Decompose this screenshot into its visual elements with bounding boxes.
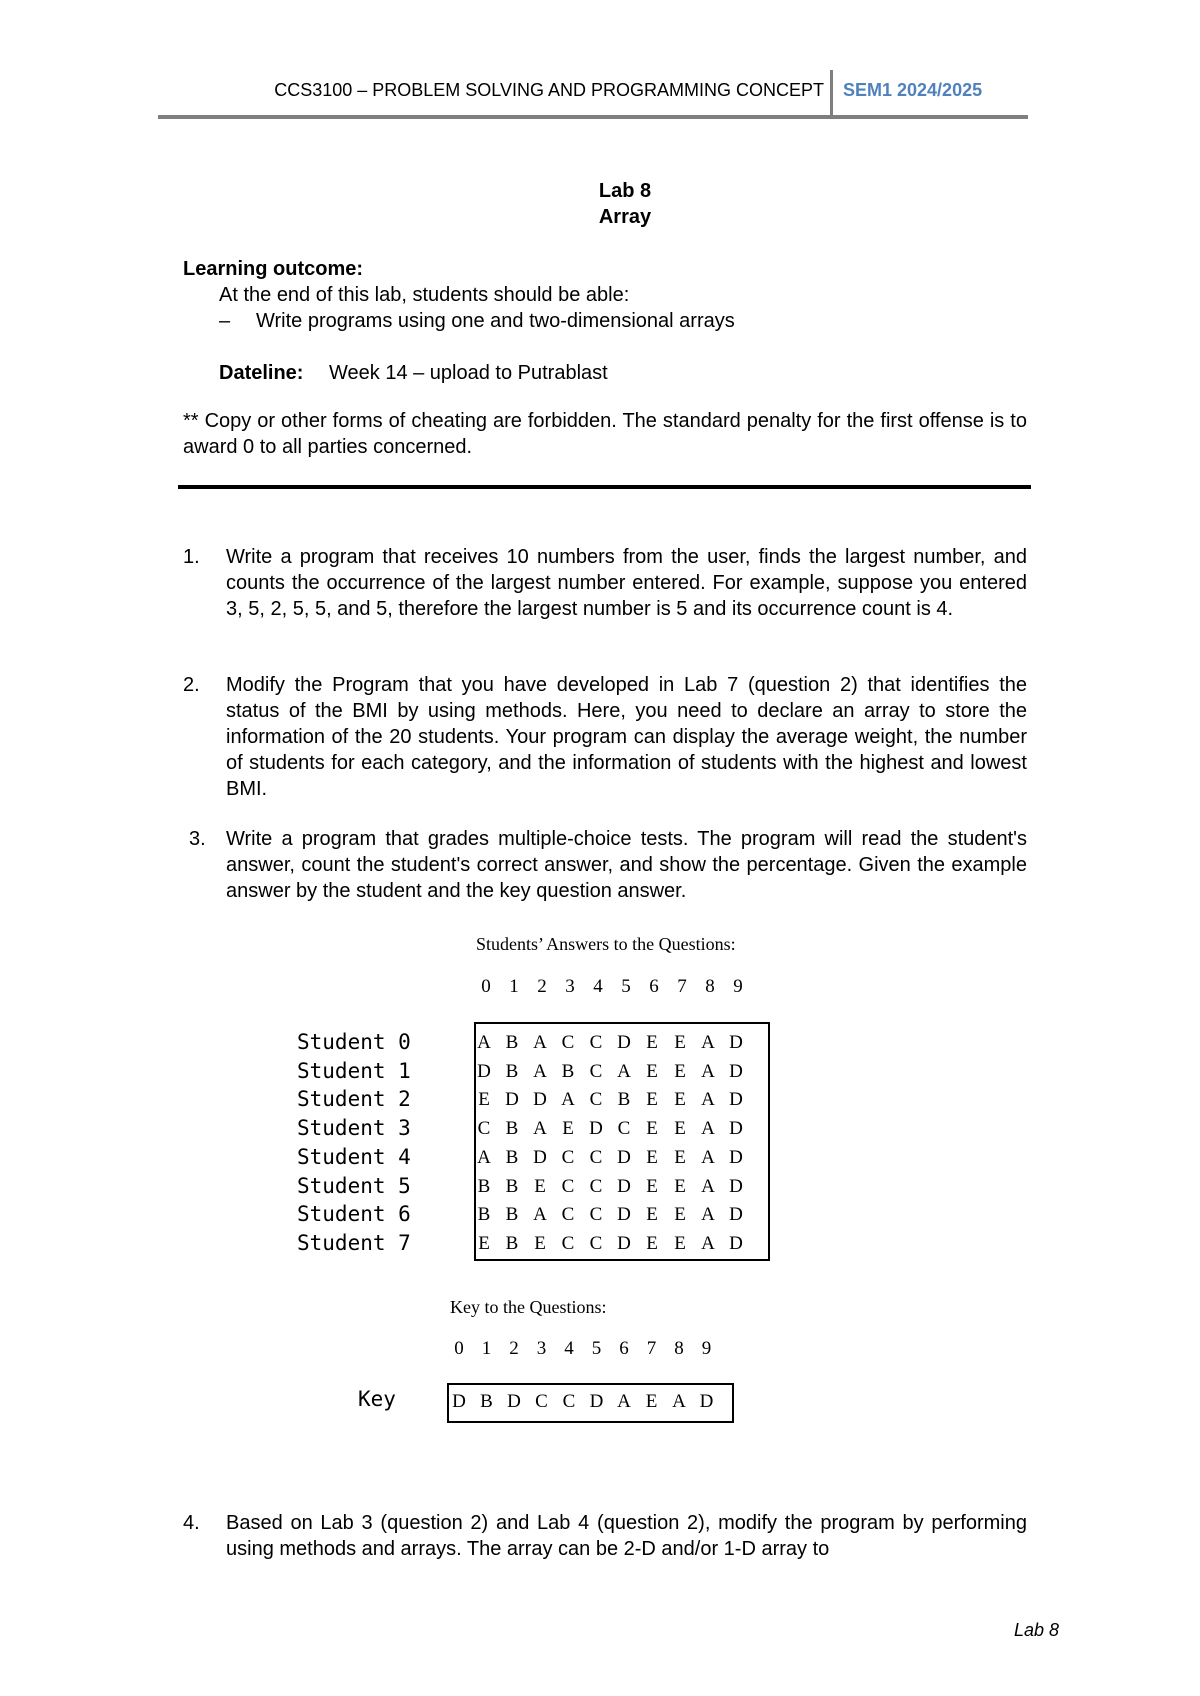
question-number: 3. [189, 828, 206, 850]
student-row-label: Student 6 [297, 1202, 411, 1227]
question-text: Write a program that receives 10 numbers from the user, finds the largest number, and counts the occurrence of the largest number entered. For example, suppose you entered 3, 5, 2, 5, 5, and 5, therefore the largest number is 5 and its occurrence count is 4. [226, 546, 1027, 620]
answer-cell: D [505, 1089, 519, 1111]
answer-cell: D [729, 1232, 743, 1254]
answer-cell: E [674, 1204, 686, 1226]
answer-cell: A [701, 1118, 715, 1140]
answer-cell: A [701, 1089, 715, 1111]
key-index-label: 4 [564, 1338, 574, 1359]
answers-index-label: 9 [733, 976, 743, 997]
answer-cell: B [505, 1060, 519, 1082]
answer-cell: A [561, 1089, 575, 1111]
answer-cell: B [561, 1060, 575, 1082]
answer-cell: C [589, 1204, 603, 1226]
answers-index-label: 5 [621, 976, 631, 997]
answer-cell: A [701, 1060, 715, 1082]
answer-cell: A [701, 1204, 715, 1226]
learning-outcome-label: Learning outcome: [183, 258, 364, 280]
key-index-label: 1 [481, 1338, 492, 1359]
question-number: 2. [183, 674, 200, 696]
answer-cell: C [561, 1232, 575, 1254]
question-text: Based on Lab 3 (question 2) and Lab 4 (question 2), modify the program by performing using methods and arrays. The array can be 2-D and/or 1-D array to [226, 1512, 1027, 1560]
answer-cell: D [617, 1204, 631, 1226]
key-index-label: 2 [509, 1338, 519, 1359]
answer-cell: A [701, 1175, 715, 1197]
answers-index-label: 6 [649, 976, 659, 997]
answer-cell: C [589, 1089, 603, 1111]
answers-index-label: 4 [593, 976, 603, 997]
answer-cell: A [701, 1232, 715, 1254]
answers-index-label: 0 [481, 976, 491, 997]
answer-cell: A [617, 1060, 631, 1082]
header-semester: SEM1 2024/2025 [843, 80, 983, 100]
answer-cell: D [729, 1175, 743, 1197]
answer-cell: B [505, 1146, 519, 1168]
answer-cell: C [561, 1204, 575, 1226]
answer-cell: B [477, 1175, 491, 1197]
answer-cell: D [729, 1089, 743, 1111]
key-index-label: 7 [646, 1338, 657, 1359]
student-row-label: Student 3 [297, 1116, 411, 1141]
dateline-value: Week 14 – upload to Putrablast [329, 362, 608, 384]
key-answer-cell: A [617, 1391, 631, 1412]
answer-cell: B [505, 1175, 519, 1197]
answer-cell: D [533, 1146, 547, 1168]
answer-cell: E [478, 1232, 490, 1254]
key-answer-cell: D [507, 1391, 521, 1412]
answer-cell: C [617, 1118, 631, 1140]
answer-cell: E [674, 1032, 686, 1053]
key-index-label: 9 [701, 1338, 712, 1359]
answer-cell: E [674, 1089, 686, 1111]
answer-cell: A [533, 1060, 547, 1082]
answer-cell: E [646, 1089, 658, 1111]
answer-cell: E [674, 1146, 686, 1168]
answer-cell: B [505, 1232, 519, 1254]
key-answer-cell: D [452, 1391, 466, 1412]
key-index-label: 6 [619, 1338, 629, 1359]
answer-cell: C [589, 1032, 603, 1053]
answer-cell: A [533, 1032, 547, 1053]
answer-cell: E [674, 1232, 686, 1254]
answer-cell: C [589, 1146, 603, 1168]
answer-cell: D [729, 1118, 743, 1140]
answers-caption: Students’ Answers to the Questions: [476, 934, 736, 954]
question-number: 1. [183, 546, 200, 568]
key-answer-cell: C [535, 1391, 548, 1412]
key-index-label: 5 [591, 1338, 602, 1359]
header-rule [158, 115, 1028, 119]
cheating-warning: ** Copy or other forms of cheating are forbidden. The standard penalty for the first offense is to award 0 to all parties concerned. [183, 410, 1027, 458]
student-row-label: Student 7 [297, 1230, 411, 1255]
answer-cell: C [561, 1032, 575, 1053]
answer-cell: A [477, 1146, 491, 1168]
answer-cell: D [617, 1146, 631, 1168]
answer-cell: A [701, 1032, 715, 1053]
answers-index-label: 8 [705, 976, 715, 997]
answer-cell: E [646, 1232, 658, 1254]
answer-cell: E [674, 1118, 686, 1140]
key-answer-cell: E [645, 1391, 658, 1412]
answer-cell: D [617, 1175, 631, 1197]
student-row-label: Student 4 [297, 1144, 411, 1169]
answers-index-label: 7 [677, 976, 687, 997]
student-row-label: Student 0 [297, 1030, 411, 1054]
answer-cell: B [505, 1118, 519, 1140]
answer-cell: D [617, 1032, 631, 1053]
lab-subtitle: Array [598, 206, 652, 228]
answer-cell: B [617, 1089, 631, 1111]
key-row-label: Key [358, 1387, 396, 1411]
section-divider [178, 485, 1031, 489]
answers-index-label: 1 [509, 976, 519, 997]
learning-outcome-dash: – [219, 310, 231, 332]
student-row-label: Student 1 [297, 1058, 411, 1083]
answer-cell: D [533, 1089, 547, 1111]
key-answer-cell: D [699, 1391, 714, 1412]
dateline-label: Dateline: [219, 362, 304, 384]
answer-cell: A [533, 1118, 547, 1140]
answer-cell: C [589, 1175, 603, 1197]
answer-cell: D [617, 1232, 631, 1254]
answer-cell: B [505, 1032, 519, 1053]
key-index-label: 3 [536, 1338, 547, 1359]
answer-cell: E [534, 1232, 546, 1254]
answer-cell: C [589, 1060, 603, 1082]
answer-cell: E [646, 1204, 658, 1226]
answer-cell: D [477, 1060, 491, 1082]
key-index-label: 8 [674, 1338, 684, 1359]
answers-index-label: 2 [537, 976, 547, 997]
answer-cell: E [646, 1146, 658, 1168]
answer-cell: D [729, 1204, 743, 1226]
answer-cell: E [534, 1175, 546, 1197]
answer-cell: C [589, 1232, 603, 1254]
answer-cell: C [477, 1118, 491, 1140]
question-text: Write a program that grades multiple-choice tests. The program will read the student's answer, count the student's correct answer, and show the percentage. Given the example answer by the student and the key question answer. [226, 828, 1027, 902]
answer-cell: E [646, 1060, 658, 1082]
answers-index-label: 3 [565, 976, 575, 997]
answer-cell: D [589, 1118, 603, 1140]
learning-outcome-intro: At the end of this lab, students should be able: [219, 284, 630, 306]
answer-cell: E [562, 1118, 574, 1140]
answer-cell: E [674, 1175, 686, 1197]
answer-cell: D [729, 1060, 743, 1082]
answer-cell: B [477, 1204, 491, 1226]
answer-cell: A [533, 1204, 547, 1226]
key-answer-cell: C [562, 1391, 576, 1412]
question-text: Modify the Program that you have developed in Lab 7 (question 2) that identifies the status of the BMI by using methods. Here, you need to declare an array to store the information of the 20 students. Your program can display the average weight, the number of students for each category, and the information of students with the highest and lowest BMI. [226, 674, 1027, 800]
learning-outcome-item: Write programs using one and two-dimensional arrays [256, 310, 735, 332]
answer-cell: E [674, 1060, 686, 1082]
answer-cell: E [646, 1118, 658, 1140]
page-footer: Lab 8 [1014, 1620, 1060, 1640]
student-row-label: Student 2 [297, 1087, 411, 1112]
header-course: CCS3100 – PROBLEM SOLVING AND PROGRAMMING CONCEPT [274, 80, 824, 100]
answer-cell: D [729, 1032, 743, 1053]
student-row-label: Student 5 [297, 1173, 411, 1198]
key-caption: Key to the Questions: [450, 1297, 607, 1317]
answer-cell: E [478, 1089, 490, 1111]
answer-cell: C [561, 1146, 575, 1168]
lab-title: Lab 8 [598, 180, 652, 202]
answer-cell: A [701, 1146, 715, 1168]
answer-cell: D [729, 1146, 743, 1168]
key-index-label: 0 [454, 1338, 464, 1359]
key-answer-cell: D [589, 1391, 604, 1412]
answer-cell: E [646, 1032, 658, 1053]
answer-cell: B [505, 1204, 519, 1226]
question-number: 4. [183, 1512, 200, 1534]
answer-cell: E [646, 1175, 658, 1197]
answer-cell: C [561, 1175, 575, 1197]
answer-cell: A [477, 1032, 491, 1053]
key-answer-cell: A [672, 1391, 686, 1412]
key-answer-cell: B [480, 1391, 493, 1412]
header-separator [830, 70, 833, 118]
